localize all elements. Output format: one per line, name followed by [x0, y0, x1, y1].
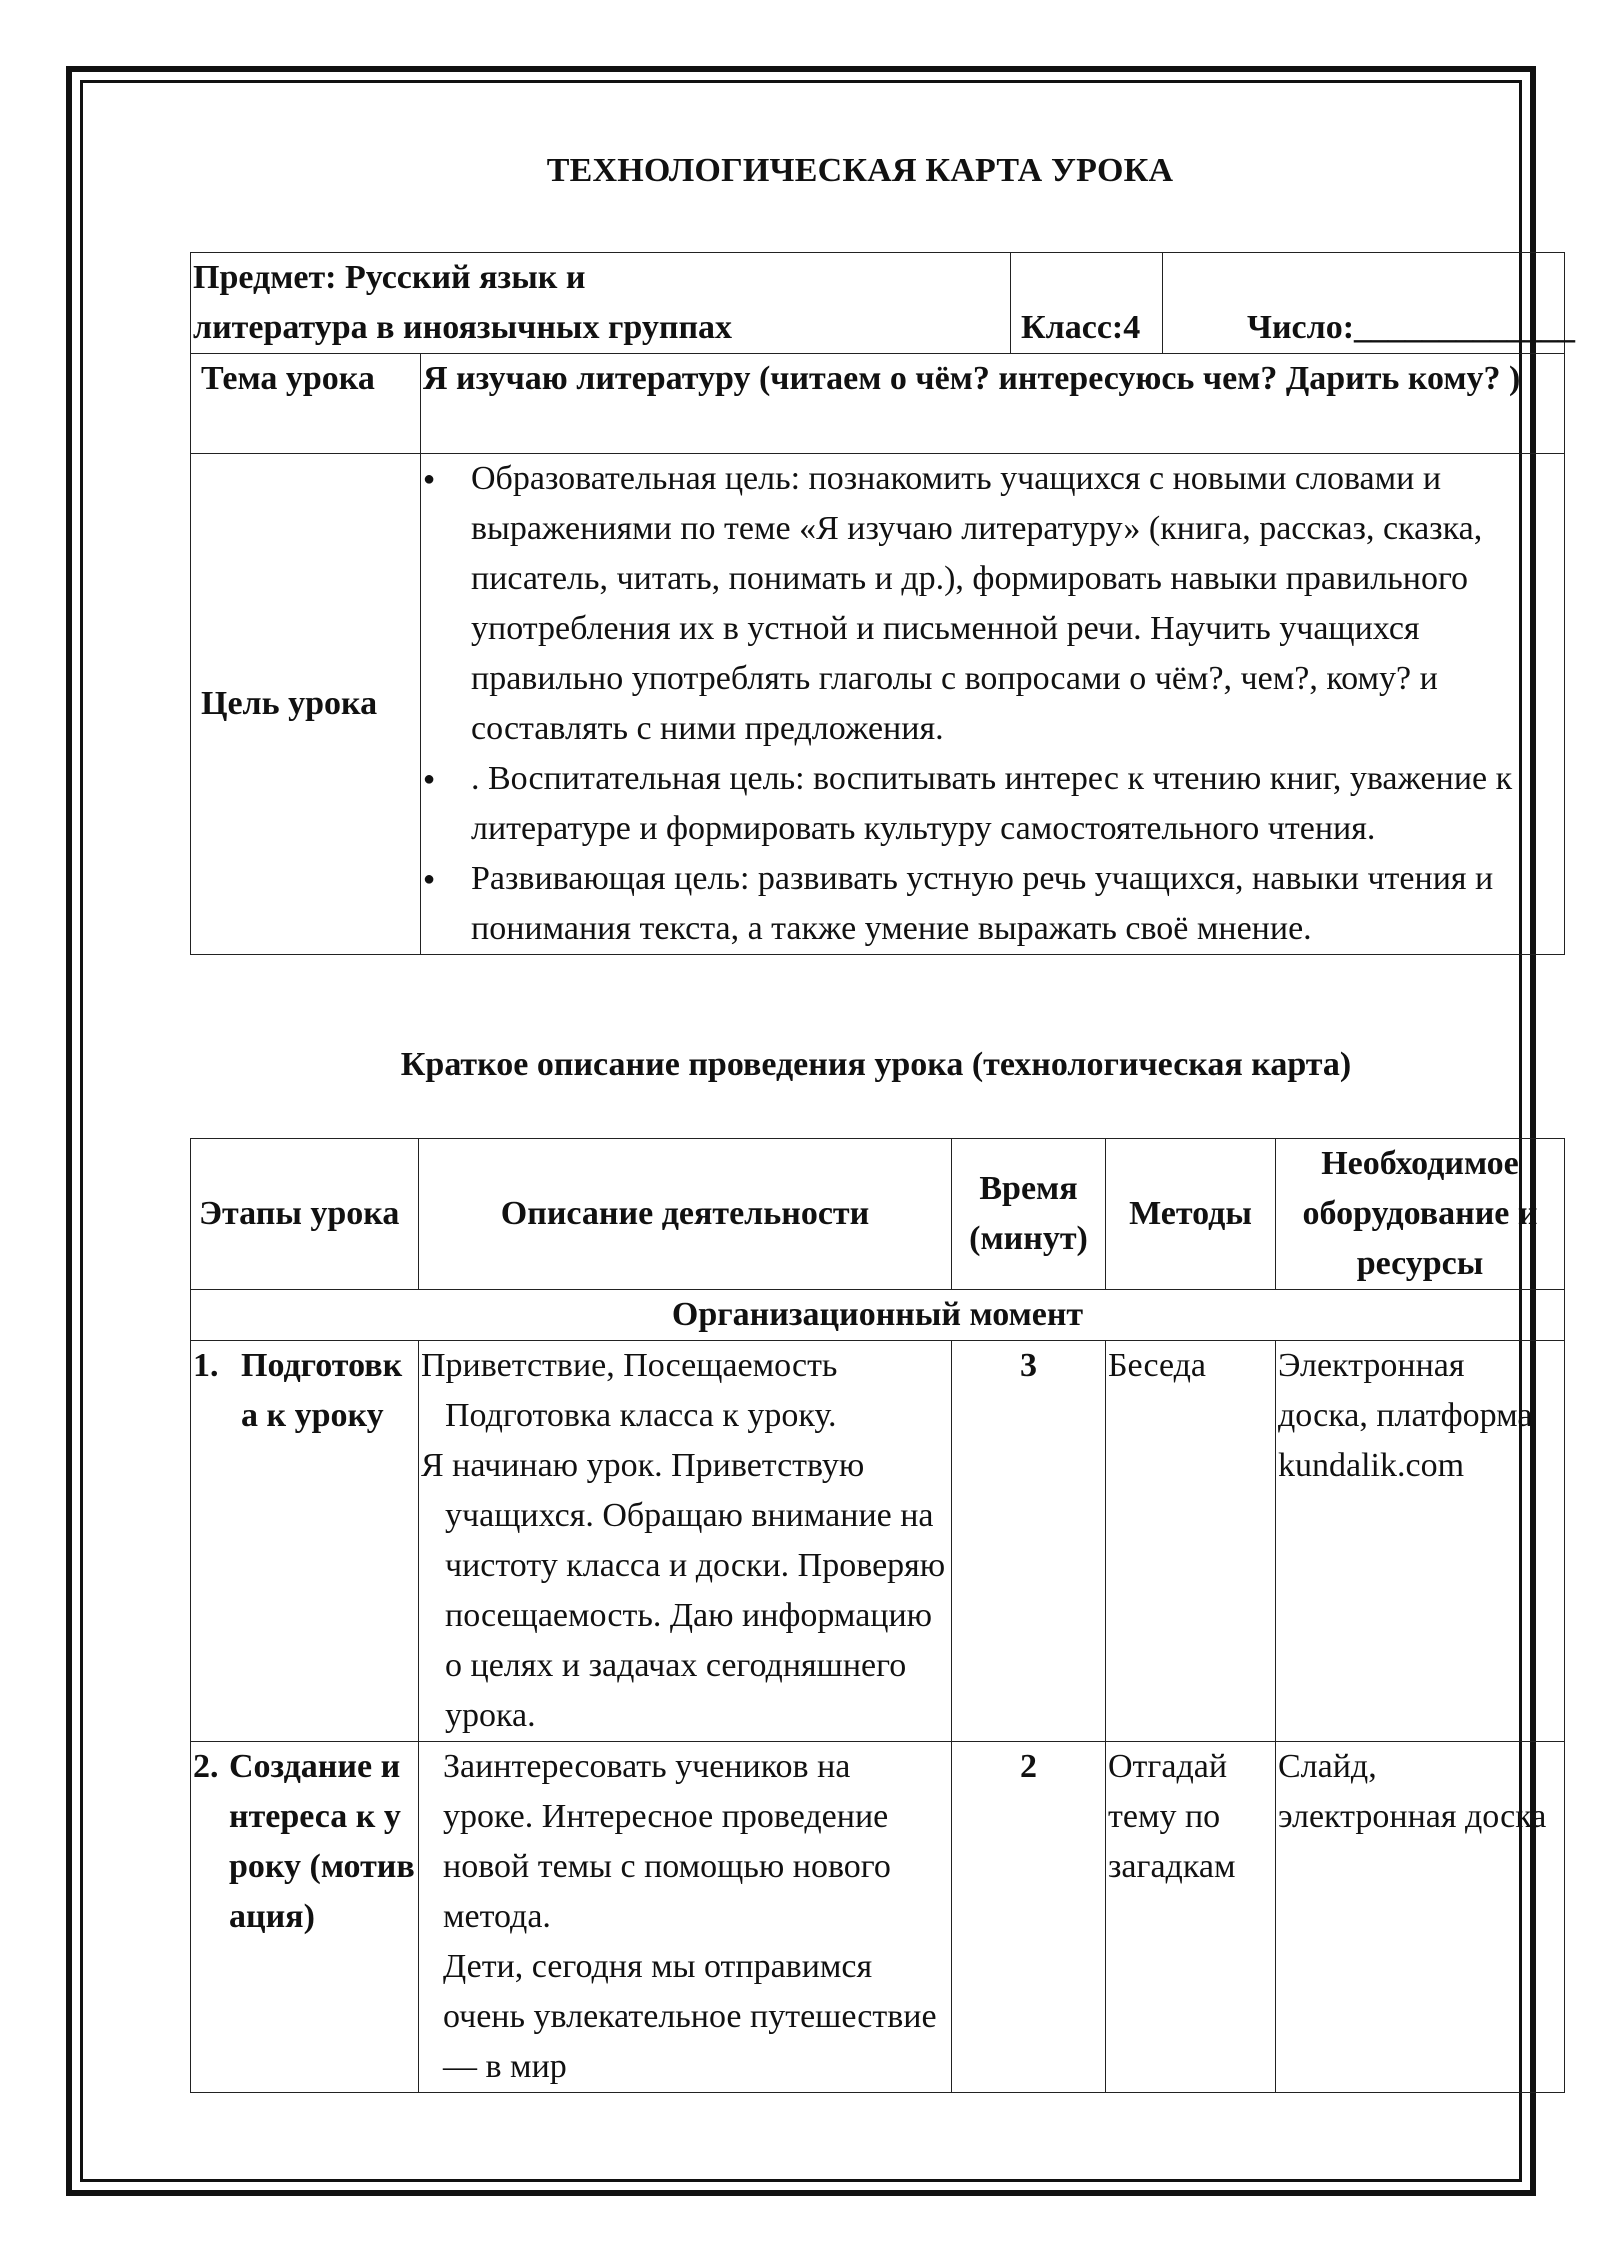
description-line: Я начинаю урок. Приветствую учащихся. Обращаю внимание на чистоту класса и доски. Проверяю посещаемость. Даю информацию о целях и задачах сегодняшнего урока.	[421, 1447, 946, 1734]
header-stages: Этапы урока	[191, 1139, 419, 1290]
stage-number: 2.	[193, 1748, 219, 1785]
time-cell: 2	[952, 1742, 1106, 2093]
topic-value: Я изучаю литературу (читаем о чём? интересуюсь чем? Дарить кому? )	[421, 354, 1565, 454]
equipment-cell: Электронная доска, платформа kundalik.com	[1276, 1341, 1565, 1742]
section-row: Организационный момент	[191, 1290, 1565, 1341]
stage-cell	[191, 1341, 419, 1742]
goal-educational: ● Образовательная цель: познакомить учащихся с новыми словами и выражениями по теме «Я изучаю литературу» (книга, рассказ, сказка, писатель, читать, понимать и др.), формировать навыки правильного употребления их в устной и письменной речи. Научить учащихся правильно употреблять глаголы с вопросами о чём?, чем?, кому? и составлять с ними предложения.	[423, 454, 1562, 754]
goal-upbringing: ● . Воспитательная цель: воспитывать интерес к чтению книг, уважение к литературе и формировать культуру самостоятельного чтения.	[423, 754, 1562, 854]
table-row	[191, 1341, 1565, 1742]
lesson-stages-table	[190, 1138, 1565, 2093]
description-cell	[419, 1341, 952, 1742]
stage-name: Создание интереса к уроку (мотивация)	[229, 1748, 415, 1935]
methods-cell: Отгадай тему по загадкам	[1106, 1742, 1276, 2093]
date-cell: Число:_____________	[1163, 253, 1565, 354]
description-line: Заинтересовать учеников на уроке. Интересное проведение новой темы с помощью нового метода.	[443, 1748, 891, 1935]
document-title: ТЕХНОЛОГИЧЕСКАЯ КАРТА УРОКА	[546, 152, 1174, 189]
equipment-cell: Слайд, электронная доска	[1276, 1742, 1565, 2093]
goal-list	[423, 454, 1562, 954]
section-subtitle: Краткое описание проведения урока (технологическая карта)	[400, 1046, 1352, 1083]
stage-name: Подготовка к уроку	[241, 1347, 403, 1434]
header-equipment: Необходимое оборудование и ресурсы	[1276, 1139, 1565, 1290]
stage-cell	[191, 1742, 419, 2093]
lesson-info-table	[190, 252, 1576, 955]
methods-cell: Беседа	[1106, 1341, 1276, 1742]
table-row	[191, 1742, 1565, 2093]
description-line: Дети, сегодня мы отправимся очень увлекательное путешествие — в мир	[443, 1948, 937, 2085]
goal-label: Цель урока	[191, 454, 421, 955]
description-line: Подготовка класса к уроку.	[445, 1397, 837, 1434]
header-description: Описание деятельности	[419, 1139, 952, 1290]
goal-developmental: ● Развивающая цель: развивать устную речь учащихся, навыки чтения и понимания текста, а также умение выражать своё мнение.	[423, 854, 1562, 954]
goal-list-cell	[421, 454, 1565, 955]
header-methods: Методы	[1106, 1139, 1276, 1290]
time-cell: 3	[952, 1341, 1106, 1742]
subject-line-1: Предмет: Русский язык и	[193, 259, 586, 296]
subject-line-2: литература в иноязычных группах	[193, 309, 733, 346]
header-time: Время (минут)	[952, 1139, 1106, 1290]
description-line: Приветствие, Посещаемость	[421, 1347, 838, 1384]
stage-number: 1.	[193, 1347, 219, 1384]
topic-label: Тема урока	[191, 354, 421, 454]
grade-cell: Класс:4	[1011, 253, 1163, 354]
description-cell	[419, 1742, 952, 2093]
subject-cell	[191, 253, 1011, 354]
